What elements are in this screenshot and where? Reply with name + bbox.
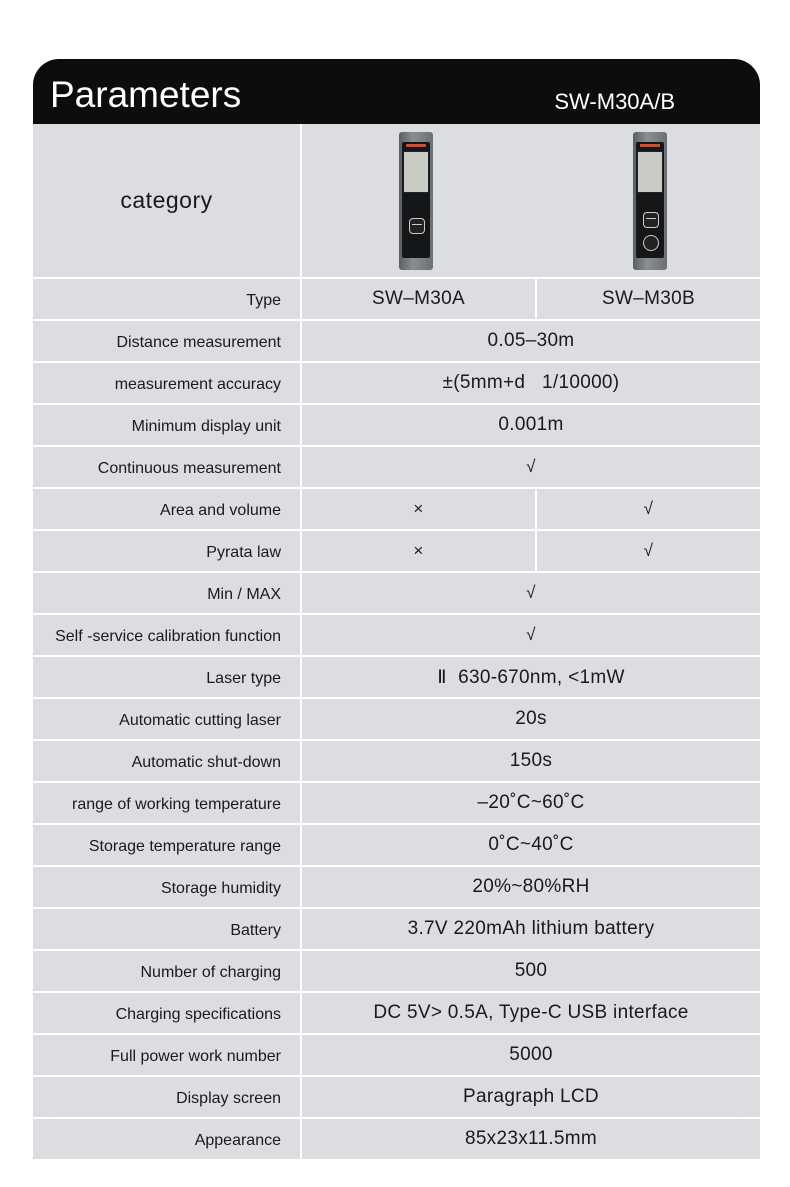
row-value: 500 bbox=[302, 951, 760, 991]
table-row bbox=[33, 867, 760, 907]
row-label: Type bbox=[33, 279, 300, 319]
table-row bbox=[33, 657, 760, 697]
category-label: category bbox=[33, 124, 300, 277]
model-title: SW-M30A/B bbox=[554, 89, 675, 114]
row-label: Area and volume bbox=[33, 489, 300, 529]
row-label: range of working temperature bbox=[33, 783, 300, 823]
row-label: Storage temperature range bbox=[33, 825, 300, 865]
row-label: measurement accuracy bbox=[33, 363, 300, 403]
row-value: ±(5mm+d 1/10000) bbox=[302, 363, 760, 403]
table-row bbox=[33, 321, 760, 361]
table-row bbox=[33, 993, 760, 1033]
table-row bbox=[33, 1035, 760, 1075]
row-value: 3.7V 220mAh lithium battery bbox=[302, 909, 760, 949]
row-value-sw-m30a: SW–M30A bbox=[302, 279, 535, 319]
row-label: Distance measurement bbox=[33, 321, 300, 361]
parameters-card bbox=[33, 59, 760, 1149]
row-value: √ bbox=[302, 447, 760, 487]
row-label: Appearance bbox=[33, 1119, 300, 1159]
table-row bbox=[33, 363, 760, 403]
table-row bbox=[33, 699, 760, 739]
row-label: Minimum display unit bbox=[33, 405, 300, 445]
table-row bbox=[33, 783, 760, 823]
page-title: Parameters bbox=[50, 74, 242, 115]
row-label: Display screen bbox=[33, 1077, 300, 1117]
row-value: 0.05–30m bbox=[302, 321, 760, 361]
table-row bbox=[33, 951, 760, 991]
row-label: Self -service calibration function bbox=[33, 615, 300, 655]
row-value-sw-m30b: √ bbox=[537, 531, 760, 571]
row-value: Ⅱ 630-670nm, <1mW bbox=[302, 657, 760, 697]
table-row bbox=[33, 1077, 760, 1117]
row-value: 150s bbox=[302, 741, 760, 781]
sw-m30b-device-image bbox=[633, 132, 667, 270]
row-label: Number of charging bbox=[33, 951, 300, 991]
table-row bbox=[33, 741, 760, 781]
table-row bbox=[33, 279, 760, 319]
table-row bbox=[33, 573, 760, 613]
row-label: Laser type bbox=[33, 657, 300, 697]
row-value: √ bbox=[302, 573, 760, 613]
row-label: Automatic shut-down bbox=[33, 741, 300, 781]
row-label: Full power work number bbox=[33, 1035, 300, 1075]
table-row bbox=[33, 489, 760, 529]
table-row bbox=[33, 447, 760, 487]
table-row bbox=[33, 909, 760, 949]
row-value-sw-m30b: √ bbox=[537, 489, 760, 529]
product-images bbox=[302, 124, 760, 277]
row-value: –20˚C~60˚C bbox=[302, 783, 760, 823]
row-label: Automatic cutting laser bbox=[33, 699, 300, 739]
row-label: Charging specifications bbox=[33, 993, 300, 1033]
row-value-sw-m30a: × bbox=[302, 489, 535, 529]
table-row bbox=[33, 531, 760, 571]
row-value: DC 5V> 0.5A, Type-C USB interface bbox=[302, 993, 760, 1033]
row-label: Storage humidity bbox=[33, 867, 300, 907]
row-label: Continuous measurement bbox=[33, 447, 300, 487]
row-value-sw-m30b: SW–M30B bbox=[537, 279, 760, 319]
row-value-sw-m30a: × bbox=[302, 531, 535, 571]
row-label: Pyrata law bbox=[33, 531, 300, 571]
row-value: 0.001m bbox=[302, 405, 760, 445]
row-value: 20s bbox=[302, 699, 760, 739]
row-value: 85x23x11.5mm bbox=[302, 1119, 760, 1159]
table-row bbox=[33, 405, 760, 445]
row-value: 5000 bbox=[302, 1035, 760, 1075]
row-label: Battery bbox=[33, 909, 300, 949]
category-row bbox=[33, 124, 760, 277]
row-value: √ bbox=[302, 615, 760, 655]
table-row bbox=[33, 615, 760, 655]
row-label: Min / MAX bbox=[33, 573, 300, 613]
row-value: 0˚C~40˚C bbox=[302, 825, 760, 865]
row-value: 20%~80%RH bbox=[302, 867, 760, 907]
table-row bbox=[33, 1119, 760, 1159]
row-value: Paragraph LCD bbox=[302, 1077, 760, 1117]
table-row bbox=[33, 825, 760, 865]
sw-m30a-device-image bbox=[399, 132, 433, 270]
parameters-table bbox=[33, 124, 760, 1149]
